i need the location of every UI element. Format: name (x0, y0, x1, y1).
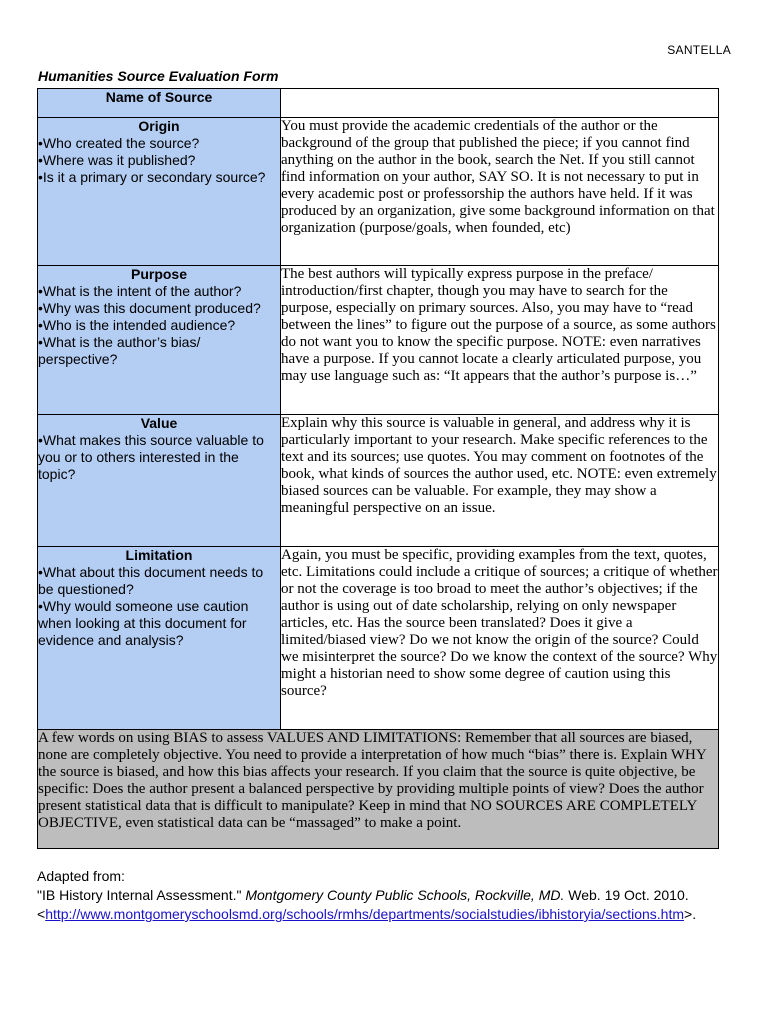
origin-description: You must provide the academic credentials of the author or the background of the group that published the piece; if you cannot find anything on the author in the book, search the Net. If you still cannot find information on your author, SAY SO. It is not necessary to put in every academic post or professorship the authors have held. If it was produced by an organization, give some background information on that organization (purpose/goals, when founded, etc) (281, 118, 719, 266)
origin-label-cell (38, 118, 281, 266)
citation-publication: Montgomery County Public Schools, Rockville, MD. (245, 887, 565, 903)
purpose-row (38, 266, 719, 415)
form-title: Humanities Source Evaluation Form (38, 68, 279, 84)
author-name: SANTELLA (667, 43, 731, 57)
purpose-question: •Why was this document produced? (38, 300, 261, 316)
origin-question: •Is it a primary or secondary source? (38, 169, 266, 185)
origin-question: •Where was it published? (38, 152, 196, 168)
name-of-source-field[interactable] (281, 89, 719, 118)
limitation-question: •What about this document needs to be questioned? (38, 564, 264, 597)
citation-article: "IB History Internal Assessment." (37, 887, 242, 903)
adapted-from-label: Adapted from: (37, 868, 125, 884)
citation-text (37, 886, 727, 924)
limitation-row (38, 547, 719, 730)
citation-block (37, 867, 727, 924)
limitation-label-cell (38, 547, 281, 730)
evaluation-form-table (37, 88, 719, 849)
origin-title: Origin (138, 118, 180, 134)
limitation-description: Again, you must be specific, providing examples from the text, quotes, etc. Limitations could include a critique of sources; a critique of whether or not the coverage is too broad to meet the author’s objectives; if the author is using out of date scholarship, relying on only newspaper articles, etc. Has the source been translated? Does it give a limited/biased view? Do we not know the origin of the source? Could we misinterpret the source? Do we know the context of the source? Why might a historian need to show some degree of caution using this source? (281, 547, 719, 730)
citation-link[interactable]: http://www.montgomeryschoolsmd.org/schools/rmhs/departments/socialstudies/ibhistoryia/sections.htm (45, 906, 685, 922)
name-of-source-row (38, 89, 719, 118)
citation-web-date: Web. 19 Oct. 2010. (568, 887, 689, 903)
purpose-question: •What is the intent of the author? (38, 283, 242, 299)
limitation-title: Limitation (125, 547, 193, 563)
purpose-title: Purpose (130, 266, 187, 282)
origin-question: •Who created the source? (38, 135, 200, 151)
limitation-question: •Why would someone use caution when looking at this document for evidence and analysis? (38, 598, 249, 648)
purpose-description: The best authors will typically express purpose in the preface/ introduction/first chapter, though you may have to search for the purpose, especially on primary sources. Also, you may have to “read between the lines” to figure out the purpose of a source, as some authors do not want you to know the specific purpose. NOTE: even narratives have a purpose. If you cannot locate a clearly articulated purpose, you may use language such as: “It appears that the author’s purpose is…” (281, 266, 719, 415)
value-question: •What makes this source valuable to you or to others interested in the topic? (38, 432, 264, 482)
value-label-cell (38, 415, 281, 547)
value-description: Explain why this source is valuable in general, and address why it is particularly important to your research. Make specific references to the text and its sources; use quotes. You may comment on footnotes of the book, what kinds of sources the author used, etc. NOTE: even extremely biased sources can be valuable. For example, they may show a meaningful perspective on an issue. (281, 415, 719, 547)
citation-url-close: >. (684, 906, 697, 922)
name-of-source-label: Name of Source (38, 89, 281, 118)
value-title: Value (140, 415, 178, 431)
origin-row (38, 118, 719, 266)
value-row (38, 415, 719, 547)
bias-note-row (38, 730, 719, 849)
citation-url-open: < (37, 906, 46, 922)
purpose-question: •What is the author’s bias/ perspective? (38, 334, 201, 367)
purpose-label-cell (38, 266, 281, 415)
bias-note: A few words on using BIAS to assess VALUES AND LIMITATIONS: Remember that all sources are biased, none are completely objective. You need to provide a interpretation of how much “bias” there is. Explain WHY the source is biased, and how this bias affects your research. If you claim that the source is quite objective, be specific: Does the author present a balanced perspective by providing multiple points of view? Does the author present statistical data that is difficult to manipulate? Keep in mind that NO SOURCES ARE COMPLETELY OBJECTIVE, even statistical data can be “massaged” to make a point. (38, 730, 719, 849)
purpose-question: •Who is the intended audience? (38, 317, 236, 333)
